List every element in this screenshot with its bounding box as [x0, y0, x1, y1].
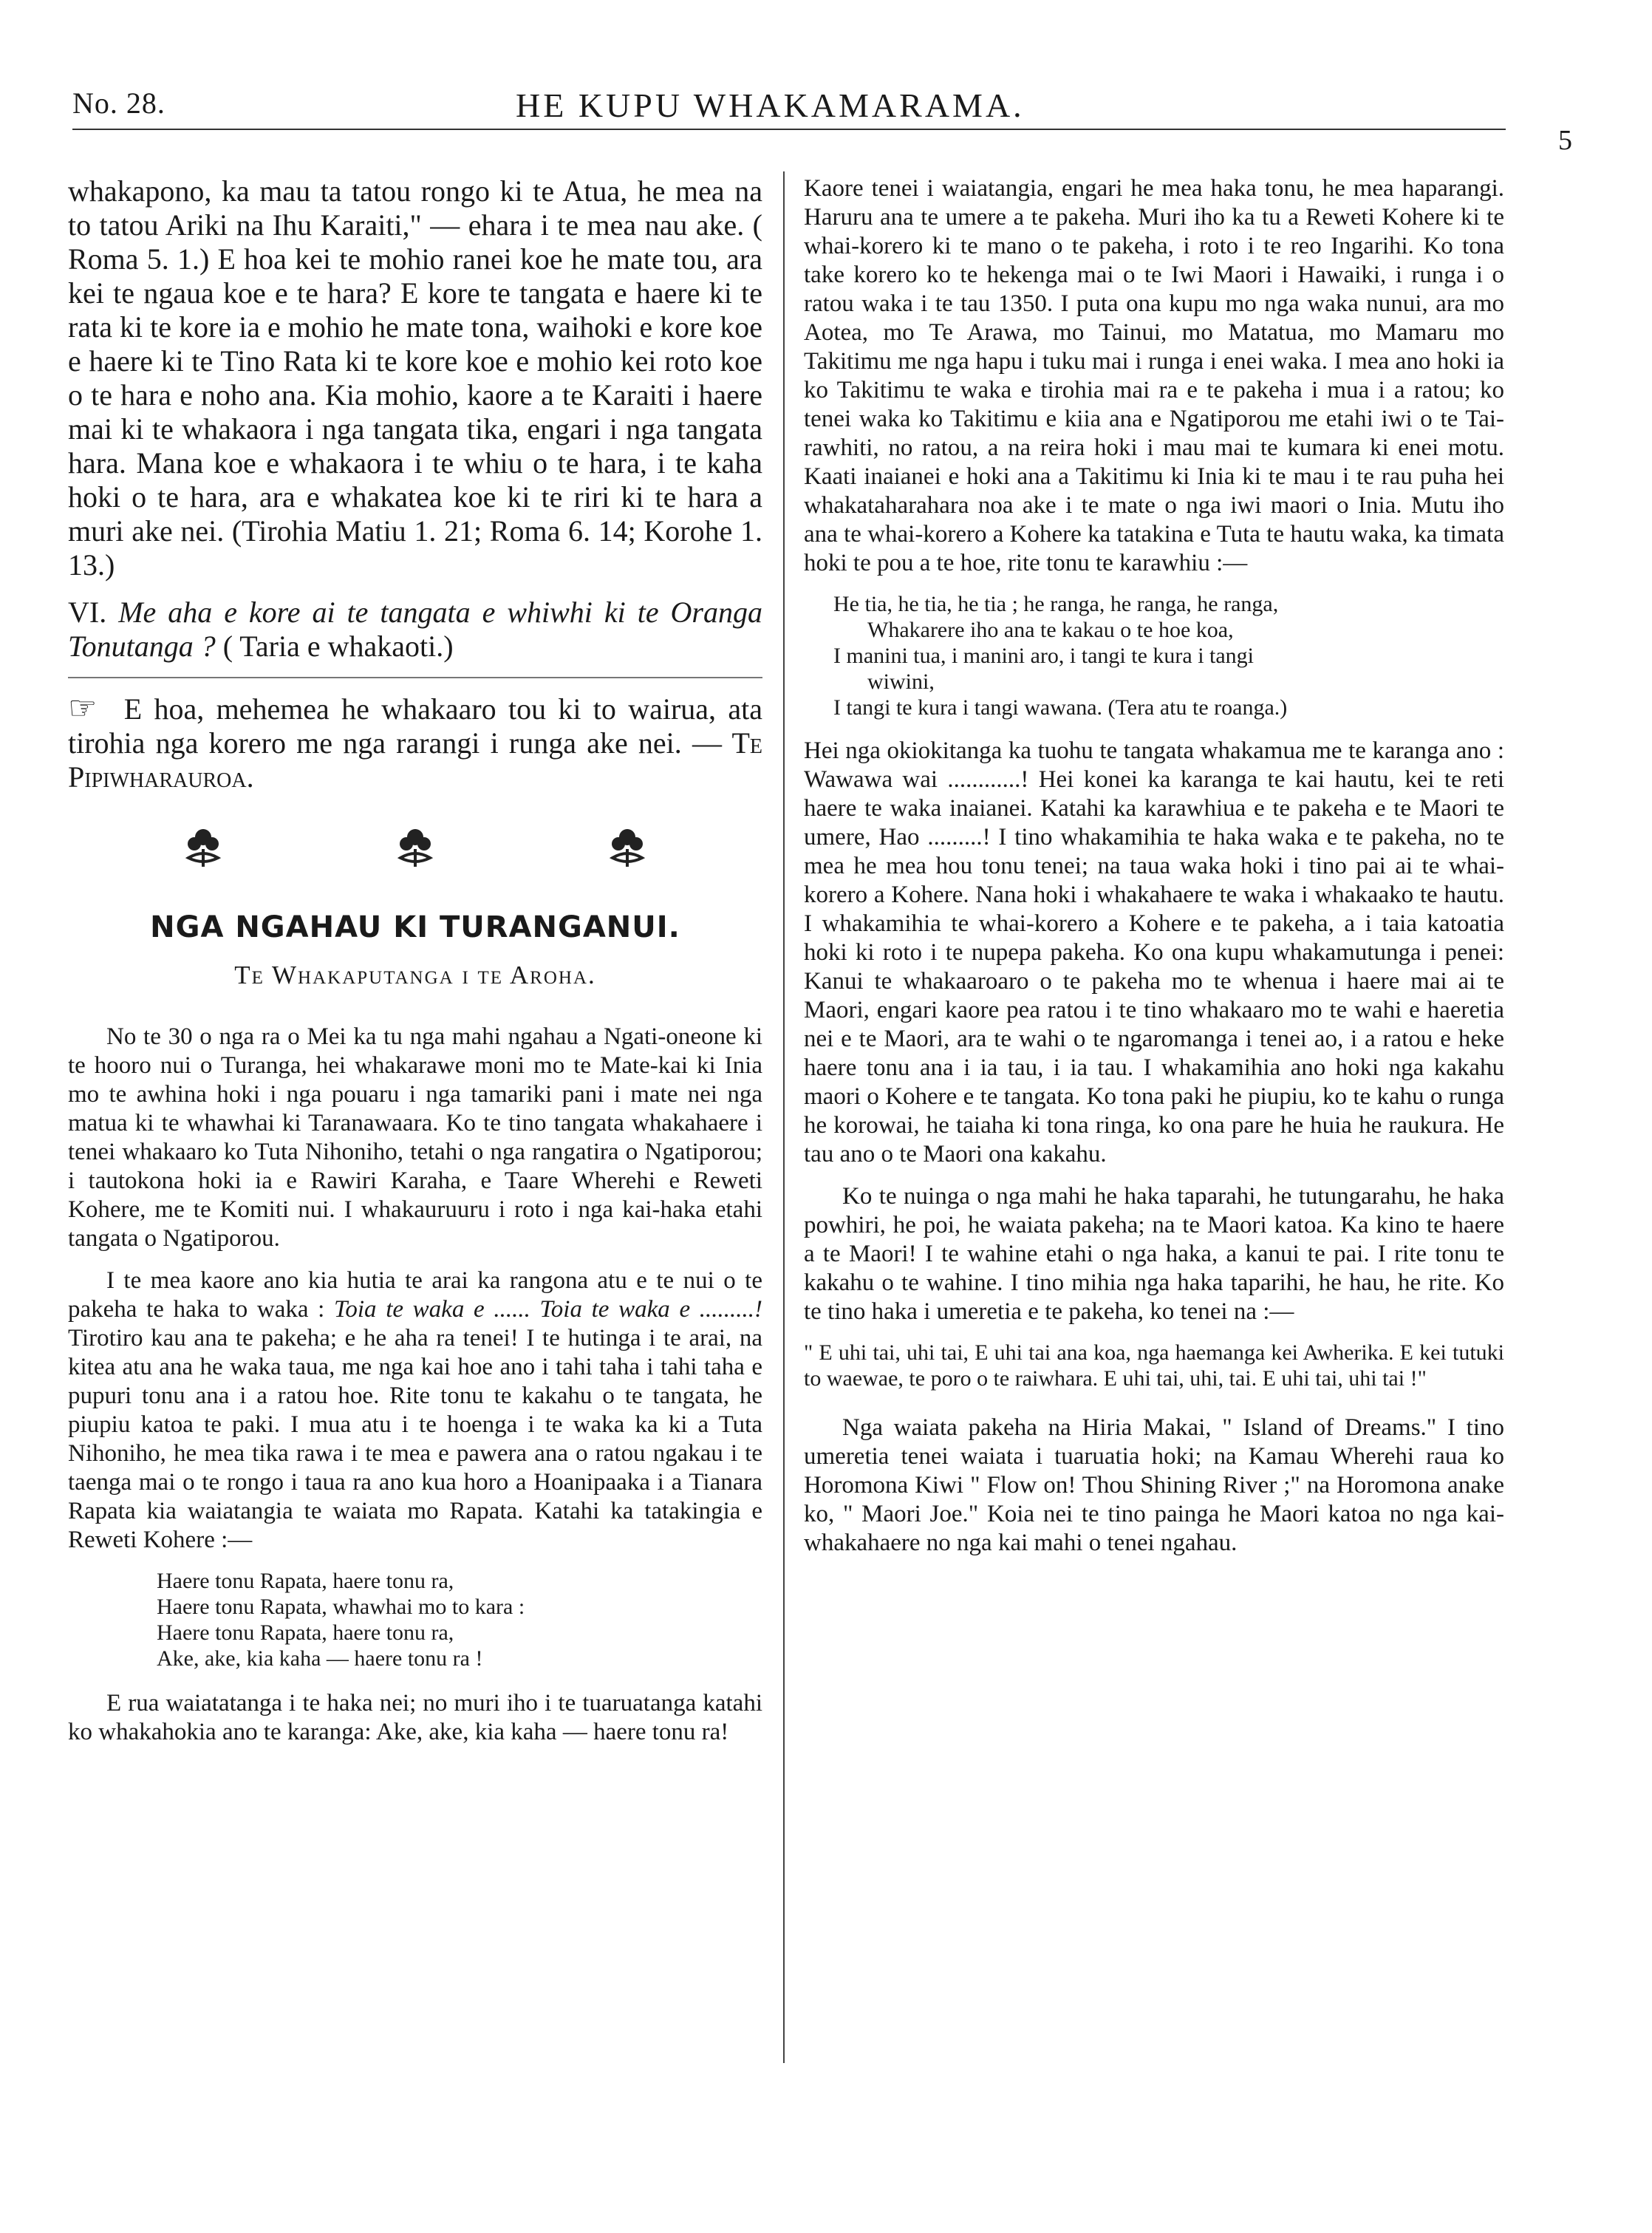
closing-paragraph [68, 677, 762, 794]
paragraph-haka-waka-b: Tirotiro kau ana te pakeha; e he aha ra tenei! I te hutinga i te arai, na kitea atu ana he waka taua, me nga kai hoe ano i tahi taha i tahi taha e pupuri tonu ana i a ratou hoe. Rite tonu te kakahu o te tangata, he piupiu katoa te paki. I mua atu i te hoenga i te waka ka ki a Tuta Nihoniho, he mea tika rawa i te mea e pawera ana o ratou ngakau i te taenga mai o te rongo i taua ra ano kua horo a Hoanipaaka i a Tianara Rapata kia waiatangia te waiata mo Rapata. Katahi ka tatakingia e Reweti Kohere :— [68, 1325, 762, 1553]
flower-ornament-icon [181, 824, 225, 873]
verse-line: He tia, he tia, he tia ; he ranga, he ranga, he ranga, [833, 592, 1279, 616]
verse-line: wiwini, [867, 669, 935, 694]
paragraph-waiata-pakeha: Nga waiata pakeha na Hiria Makai, " Island of Dreams." I tino umeretia tenei waiata i tuaruatia hoki; na Kamau Wherehi raua ko Horomona Kiwi " Flow on! Thou Shining River ;" na Horomona anake ko, " Maori Joe." Koia nei te tino painga he Maori katoa no nga kai-whakahaere no nga kai mahi o tenei ngahau. [804, 1414, 1504, 1556]
issue-number: No. 28. [72, 86, 165, 120]
paragraph-nuinga: Ko te nuinga o nga mahi he haka taparahi, he tutungarahu, he haka powhiri, he poi, he waiata pakeha; na te Maori katoa. Ka kino te haere a te Maori! I te wahine etahi o nga haka, a kanui te pai. I rite tonu te kakahu o te wahine. I tino mihia nga haka taparihi, he hau, he rite. Ko te tino haka i umeretia e te pakeha, ko tenei na :— [804, 1183, 1504, 1325]
verse-hautu [833, 591, 1504, 720]
right-column [804, 174, 1504, 1571]
paragraph-whakapono: whakapono, ka mau ta tatou rongo ki te Atua, he mea na to tatou Ariki na Ihu Karaiti," — ehara i te mea nau ake. ( Roma 5. 1.) E hoa kei te mohio ranei koe he mate tou, ara kei te ngaua koe e te hara? E kore te tangata e haere ki te rata ki te kore ia e mohio he mate tona, waihoki e kore koe e haere ki te Tino Rata ki te kore koe e mohio kei roto koe o te hara e noho ana. Kia mohio, kaore a te Karaiti i haere mai ki te whakaora i nga tangata tika, engari i nga tangata hara. Mana koe e whakaora i te whiu o te hara, i te kaha hoki o te hara, ara e whakatea koe ki te riri ki te hara a muri ake nei. (Tirohia Matiu 1. 21; Roma 6. 14; Korohe 1. 13.) [68, 174, 762, 582]
article-subheading: Te Whakaputanga i te Aroha. [234, 961, 596, 989]
paragraph-haka-waka [68, 1266, 762, 1555]
paragraph-tuaruatanga: E rua waiatatanga i te haka nei; no muri iho i te tuaruatanga katahi ko whakahokia ano te karanga: Ake, ake, kia kaha — haere tonu ra! [68, 1690, 762, 1745]
verse-line: Haere tonu Rapata, whawhai mo to kara : [157, 1595, 525, 1619]
verse-line: I tangi te kura i tangi wawana. (Tera atu te roanga.) [833, 695, 1288, 720]
paragraph-okiokitanga: Hei nga okiokitanga ka tuohu te tangata whakamua me te karanga ano : Wawawa wai ............! Hei konei ka karanga te kai hautu, kei te reti haere te waka inaianei. Katahi ka karawhiua e te pakeha e te Maori te umere, Hao .........! I tino whakamihia te haka waka e te pakeha, no te mea he mea hou tonu tenei; na taua waka hoki i tino pai ai te whai-korero a Kohere. Nana hoki i whakahaere te waka i whakaako te hautu. I whakamihia te whai-korero a Kohere e te pakeha, a i taia katoatia hoki ki roto i te nupepa pakeha. Ko ona kupu whakamutunga i penei: Kanui te whakaaroaro o te pakeha mo te whenua i haere mai ai te Maori, engari kaore pea ratou i te tino whakaaro mo te wahi e haeretia nei e te Maori, ara te wahi o te ngaromanga i tenei ao, i a ratou e heke haere tonu ana i ia tau, i ia tau. I whakamihia ano hoki nga kakahu maori o Kohere e te tangata. Ko tona paki he piupiu, ko te kahu o runga he korowai, he taiaha ki tona ringa, ko ona pare he huia he raukura. He tau ano o te Maori ona kakahu. [804, 737, 1504, 1167]
question-answer: ( Taria e whakaoti.) [222, 630, 454, 663]
verse-line: Whakarere iho ana te kakau o te hoe koa, [867, 618, 1234, 642]
left-column [68, 174, 762, 1760]
question-text: Me aha e kore ai te tangata e whiwhi ki te Oranga Tonutanga ? [68, 596, 762, 663]
closing-text: E hoa, mehemea he whakaaro tou ki to wairua, ata tirohia nga korero me nga rarangi i runga ake nei. [68, 692, 762, 760]
flower-ornament-icon [605, 824, 649, 873]
verse-line: Haere tonu Rapata, haere tonu ra, [157, 1620, 454, 1645]
question-number: VI. [68, 596, 107, 629]
paragraph-haka-waka-chant: Toia te waka e ...... Toia te waka e .........! [334, 1296, 763, 1323]
quote-uhi-tai: " E uhi tai, uhi tai, E uhi tai ana koa, nga haemanga kei Awherika. E kei tutuki to waewae, te poro o te raiwhara. E uhi tai, uhi, tai. E uhi tai, uhi tai !" [804, 1340, 1504, 1391]
verse-line: Haere tonu Rapata, haere tonu ra, [157, 1569, 454, 1593]
paragraph-kohere-speech: Kaore tenei i waiatangia, engari he mea haka tonu, he mea haparangi. Haruru ana te umere a te pakeha. Muri iho ka tu a Reweti Kohere ki te whai-korero ki te mano o te pakeha, i roto i te reo Ingarihi. Ko tona take korero ko te hekenga mai o te Iwi Maori i Hawaiki, i runga i o ratou waka i te tau 1350. I puta ona kupu mo nga waka nunui, ara mo Aotea, mo Te Arawa, mo Tainui, mo Matatua, mo Mamaru mo Takitimu me nga hapu i tuku mai i runga i enei waka. I mea ano hoki ia ko Takitimu te waka e tirohia mai ra e te pakeha i mua i a ratou; ko tenei waka ko Takitimu e kiia ana e Ngatiporou me etahi iwi o te Tai-rawhiti, no ratou, a na reira hoki i mau mai te kumara ki enei motu. Kaati inaianei e hoki ana a Takitimu ki Inia ki te mau i te rau puha hei whakataharahara noa ake i te mate o nga iwi maori o Inia. Mutu iho ana te whai-korero a Kohere ka tatakina e Tuta te hautu waka, ka timata hoki te pou a te hoe, rite tonu te karawhiu :— [804, 175, 1504, 576]
paragraph-ngahau-intro: No te 30 o nga ra o Mei ka tu nga mahi ngahau a Ngati-oneone ki te hooro nui o Turanga, hei whakarawe moni mo te Mate-kai ki Inia mo te awhina hoki i nga pouaru i nga tamariki pani i mate nei nga matua ki te whawhai ki Taranawaara. Ko te tino tangata whakahaere i tenei whakaaro ko Tuta Nihoniho, tetahi o nga rangatira o Ngatiporou; i tautokona hoki ia e Rawiri Karaha, e Taare Wherehi e Reweti Kohere, me te Komiti nui. I whakauruuru i roto i nga kai-haka etahi tangata o Ngatiporou. [68, 1023, 762, 1252]
running-title: HE KUPU WHAKAMARAMA. [516, 86, 1025, 124]
verse-line: Ake, ake, kia kaha — haere tonu ra ! [157, 1646, 483, 1671]
pointing-hand-icon: ☞ [68, 690, 98, 726]
flower-ornament-icon [393, 824, 437, 873]
ornament-row [98, 824, 733, 873]
verse-line: I manini tua, i manini aro, i tangi te kura i tangi [833, 644, 1255, 668]
header-rule [72, 129, 1506, 130]
verse-rapata [157, 1568, 762, 1671]
page-number: 5 [1558, 125, 1572, 156]
page-header [72, 83, 1587, 156]
question-six [68, 596, 762, 664]
paragraph-haka-waka-a: I te mea kaore ano kia hutia te arai ka rangona atu e te nui o te pakeha te haka to waka : [68, 1267, 762, 1323]
signature: — Te Pipiwharauroa. [68, 726, 762, 794]
column-divider [783, 171, 785, 2063]
article-heading: NGA NGAHAU KI TURANGANUI. [150, 910, 680, 944]
